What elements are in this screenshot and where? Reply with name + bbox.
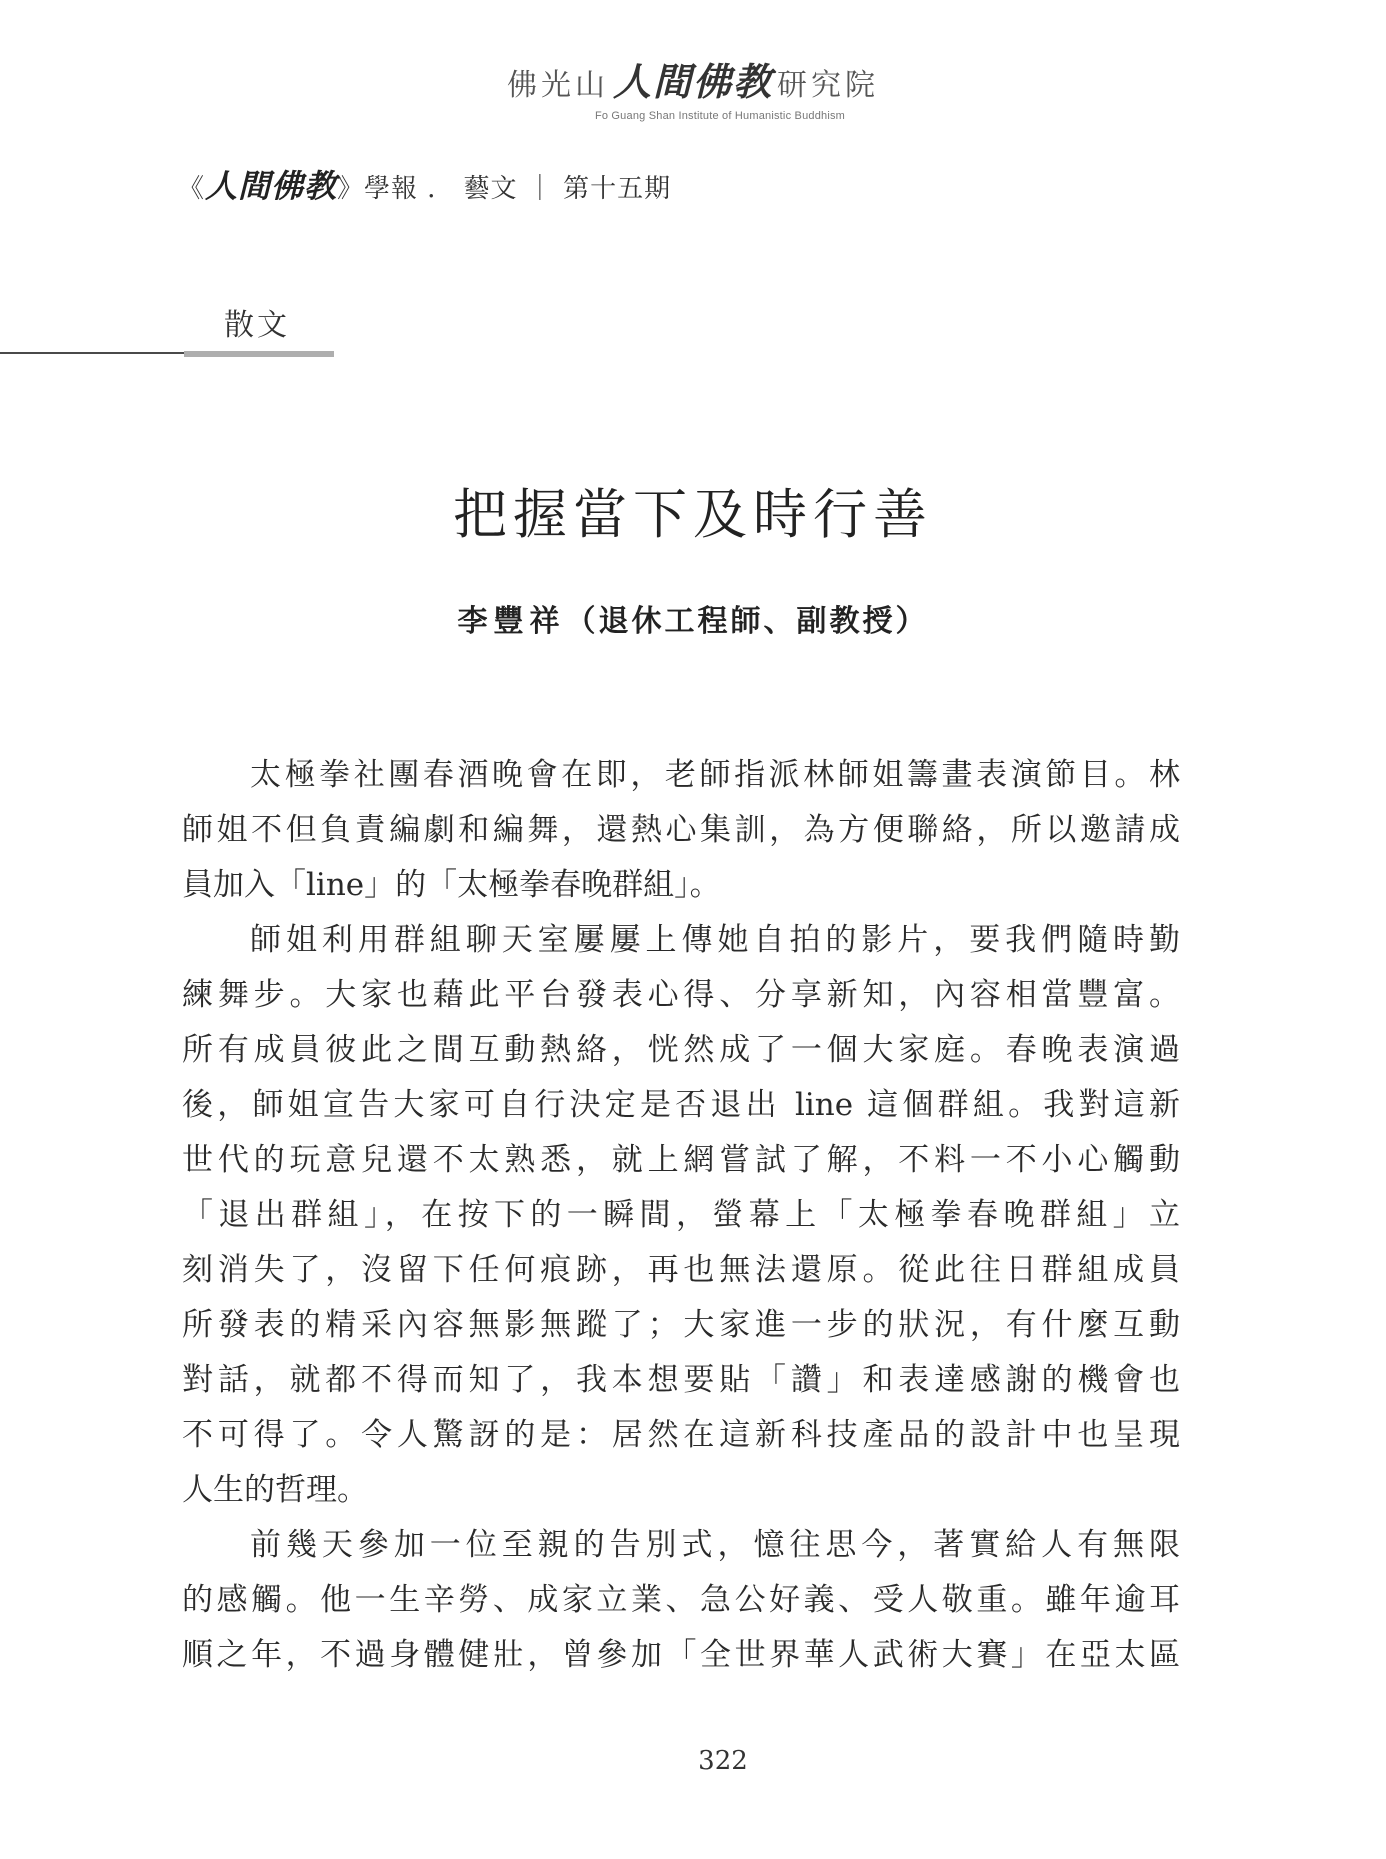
body-line: 人生的哲理。 — [182, 1472, 368, 1508]
body-line: 對話，就都不得而知了，我本想要貼「讚」和表達感謝的機會也 — [182, 1362, 1180, 1398]
institute-suffix: 研究院 — [777, 68, 879, 103]
body-line: 的感觸。他一生辛勞、成家立業、急公好義、受人敬重。雖年逾耳 — [182, 1582, 1180, 1618]
body-line: 刻消失了，沒留下任何痕跡，再也無法還原。從此往日群組成員 — [182, 1252, 1180, 1288]
paragraph-3 — [182, 1518, 1180, 1683]
section-divider-accent — [184, 351, 334, 357]
body-line: 師姐不但負責編劇和編舞，還熱心集訓，為方便聯絡，所以邀請成 — [182, 812, 1180, 848]
author-line — [0, 596, 1386, 640]
journal-open-bracket: 《 — [178, 174, 206, 204]
journal-running-head — [178, 161, 671, 207]
body-line: 順之年，不過身體健壯，曾參加「全世界華人武術大賽」在亞太區 — [182, 1637, 1180, 1673]
body-line: 太極拳社團春酒晚會在即，老師指派林師姐籌畫表演節目。林 — [250, 757, 1180, 793]
page-number: 322 — [698, 1746, 748, 1776]
institute-name — [0, 62, 1386, 106]
paragraph-1 — [182, 748, 1180, 913]
article-body — [182, 748, 1180, 1683]
article-title: 把握當下及時行善 — [453, 483, 933, 546]
body-line: 後，師姐宣告大家可自行決定是否退出 line 這個群組。我對這新 — [182, 1087, 1180, 1123]
journal-issue-info: 》學報 ． 藝文 ｜ 第十五期 — [337, 174, 672, 204]
body-line: 不可得了。令人驚訝的是：居然在這新科技產品的設計中也呈現 — [182, 1417, 1180, 1453]
body-line: 世代的玩意兒還不太熟悉，就上網嘗試了解，不料一不小心觸動 — [182, 1142, 1180, 1178]
body-line: 前幾天參加一位至親的告別式，憶往思今，著實給人有無限 — [250, 1527, 1180, 1563]
institute-brand-logo: 人間佛教 — [612, 60, 773, 104]
body-line: 所有成員彼此之間互動熱絡，恍然成了一個大家庭。春晚表演過 — [182, 1032, 1180, 1068]
author-affiliation: （退休工程師、副教授） — [565, 604, 929, 639]
section-label: 散文 — [224, 308, 290, 343]
body-line: 「退出群組」，在按下的一瞬間，螢幕上「太極拳春晚群組」立 — [182, 1197, 1180, 1233]
body-line: 練舞步。大家也藉此平台發表心得、分享新知，內容相當豐富。 — [182, 977, 1180, 1013]
body-line: 所發表的精采內容無影無蹤了；大家進一步的狀況，有什麼互動 — [182, 1307, 1180, 1343]
body-line: 員加入「line」的「太極拳春晚群組」。 — [182, 867, 721, 903]
institute-header — [0, 62, 1386, 122]
body-line: 師姐利用群組聊天室屢屢上傳她自拍的影片，要我們隨時勤 — [250, 922, 1180, 958]
institute-prefix: 佛光山 — [506, 68, 609, 103]
journal-brand-logo: 人間佛教 — [205, 167, 338, 205]
institute-english-name: Fo Guang Shan Institute of Humanistic Buddhism — [594, 110, 846, 122]
author-name: 李豐祥 — [457, 604, 566, 639]
paragraph-2 — [182, 913, 1180, 1518]
